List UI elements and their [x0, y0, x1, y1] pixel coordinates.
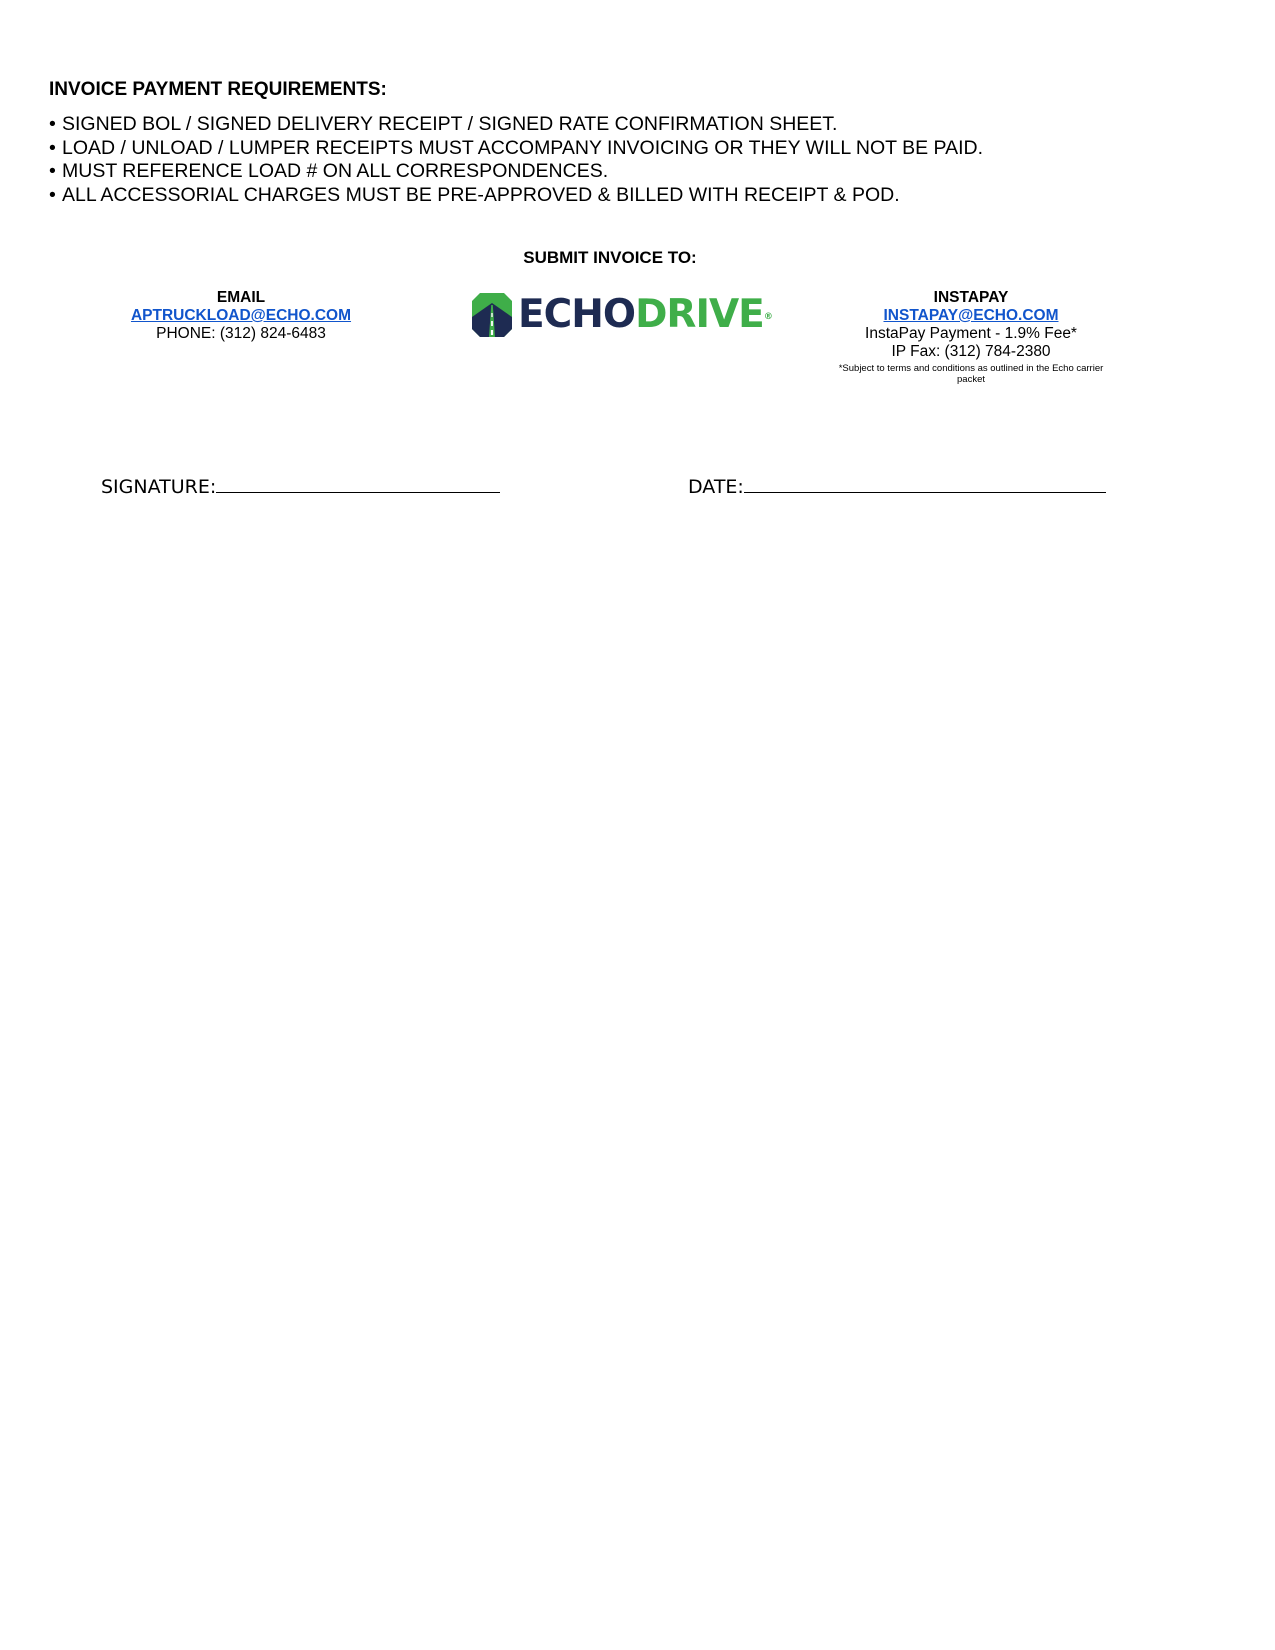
- date-line[interactable]: [744, 474, 1106, 493]
- signature-field[interactable]: [101, 474, 500, 499]
- requirement-item: [49, 137, 983, 161]
- requirement-text: MUST REFERENCE LOAD # ON ALL CORRESPONDENCES.: [62, 160, 609, 182]
- instapay-email-link[interactable]: INSTAPAY@ECHO.COM: [883, 307, 1059, 324]
- instapay-fee: InstaPay Payment - 1.9% Fee*: [865, 325, 1077, 342]
- echodrive-logo: [472, 292, 782, 338]
- signature-line[interactable]: [216, 474, 500, 493]
- bullet-icon: •: [49, 136, 56, 159]
- requirement-text: LOAD / UNLOAD / LUMPER RECEIPTS MUST ACCOMPANY INVOICING OR THEY WILL NOT BE PAID.: [62, 136, 984, 159]
- requirement-item: [49, 160, 983, 184]
- instapay-heading: INSTAPAY: [933, 289, 1009, 306]
- requirements-list: [49, 113, 983, 207]
- instapay-contact-block: [821, 289, 1121, 385]
- road-shield-icon: [472, 293, 512, 337]
- signature-label: SIGNATURE:: [101, 476, 217, 498]
- requirement-item: [49, 184, 983, 208]
- ap-email-link[interactable]: APTRUCKLOAD@ECHO.COM: [130, 307, 352, 324]
- requirement-text: SIGNED BOL / SIGNED DELIVERY RECEIPT / SIGNED RATE CONFIRMATION SHEET.: [62, 113, 838, 135]
- requirement-item: [49, 113, 983, 137]
- logo-word-echo: ECHO: [518, 292, 636, 337]
- email-contact-block: [91, 289, 391, 343]
- date-field[interactable]: [688, 474, 1106, 499]
- requirements-title: INVOICE PAYMENT REQUIREMENTS:: [49, 79, 387, 100]
- logo-wordmark: [518, 292, 773, 338]
- email-heading: EMAIL: [216, 289, 266, 306]
- logo-word-drive: DRIVE: [635, 292, 764, 337]
- bullet-icon: •: [49, 113, 56, 135]
- bullet-icon: •: [49, 183, 56, 206]
- submit-invoice-title: SUBMIT INVOICE TO:: [523, 248, 697, 267]
- instapay-fax: IP Fax: (312) 784-2380: [891, 343, 1051, 360]
- bullet-icon: •: [49, 160, 56, 182]
- registered-mark: ®: [763, 312, 773, 322]
- ap-phone: PHONE: (312) 824-6483: [156, 325, 326, 342]
- instapay-terms-note: *Subject to terms and conditions as outlined in the Echo carrier packet: [838, 363, 1104, 385]
- date-label: DATE:: [688, 476, 744, 498]
- requirement-text: ALL ACCESSORIAL CHARGES MUST BE PRE-APPROVED & BILLED WITH RECEIPT & POD.: [62, 183, 900, 206]
